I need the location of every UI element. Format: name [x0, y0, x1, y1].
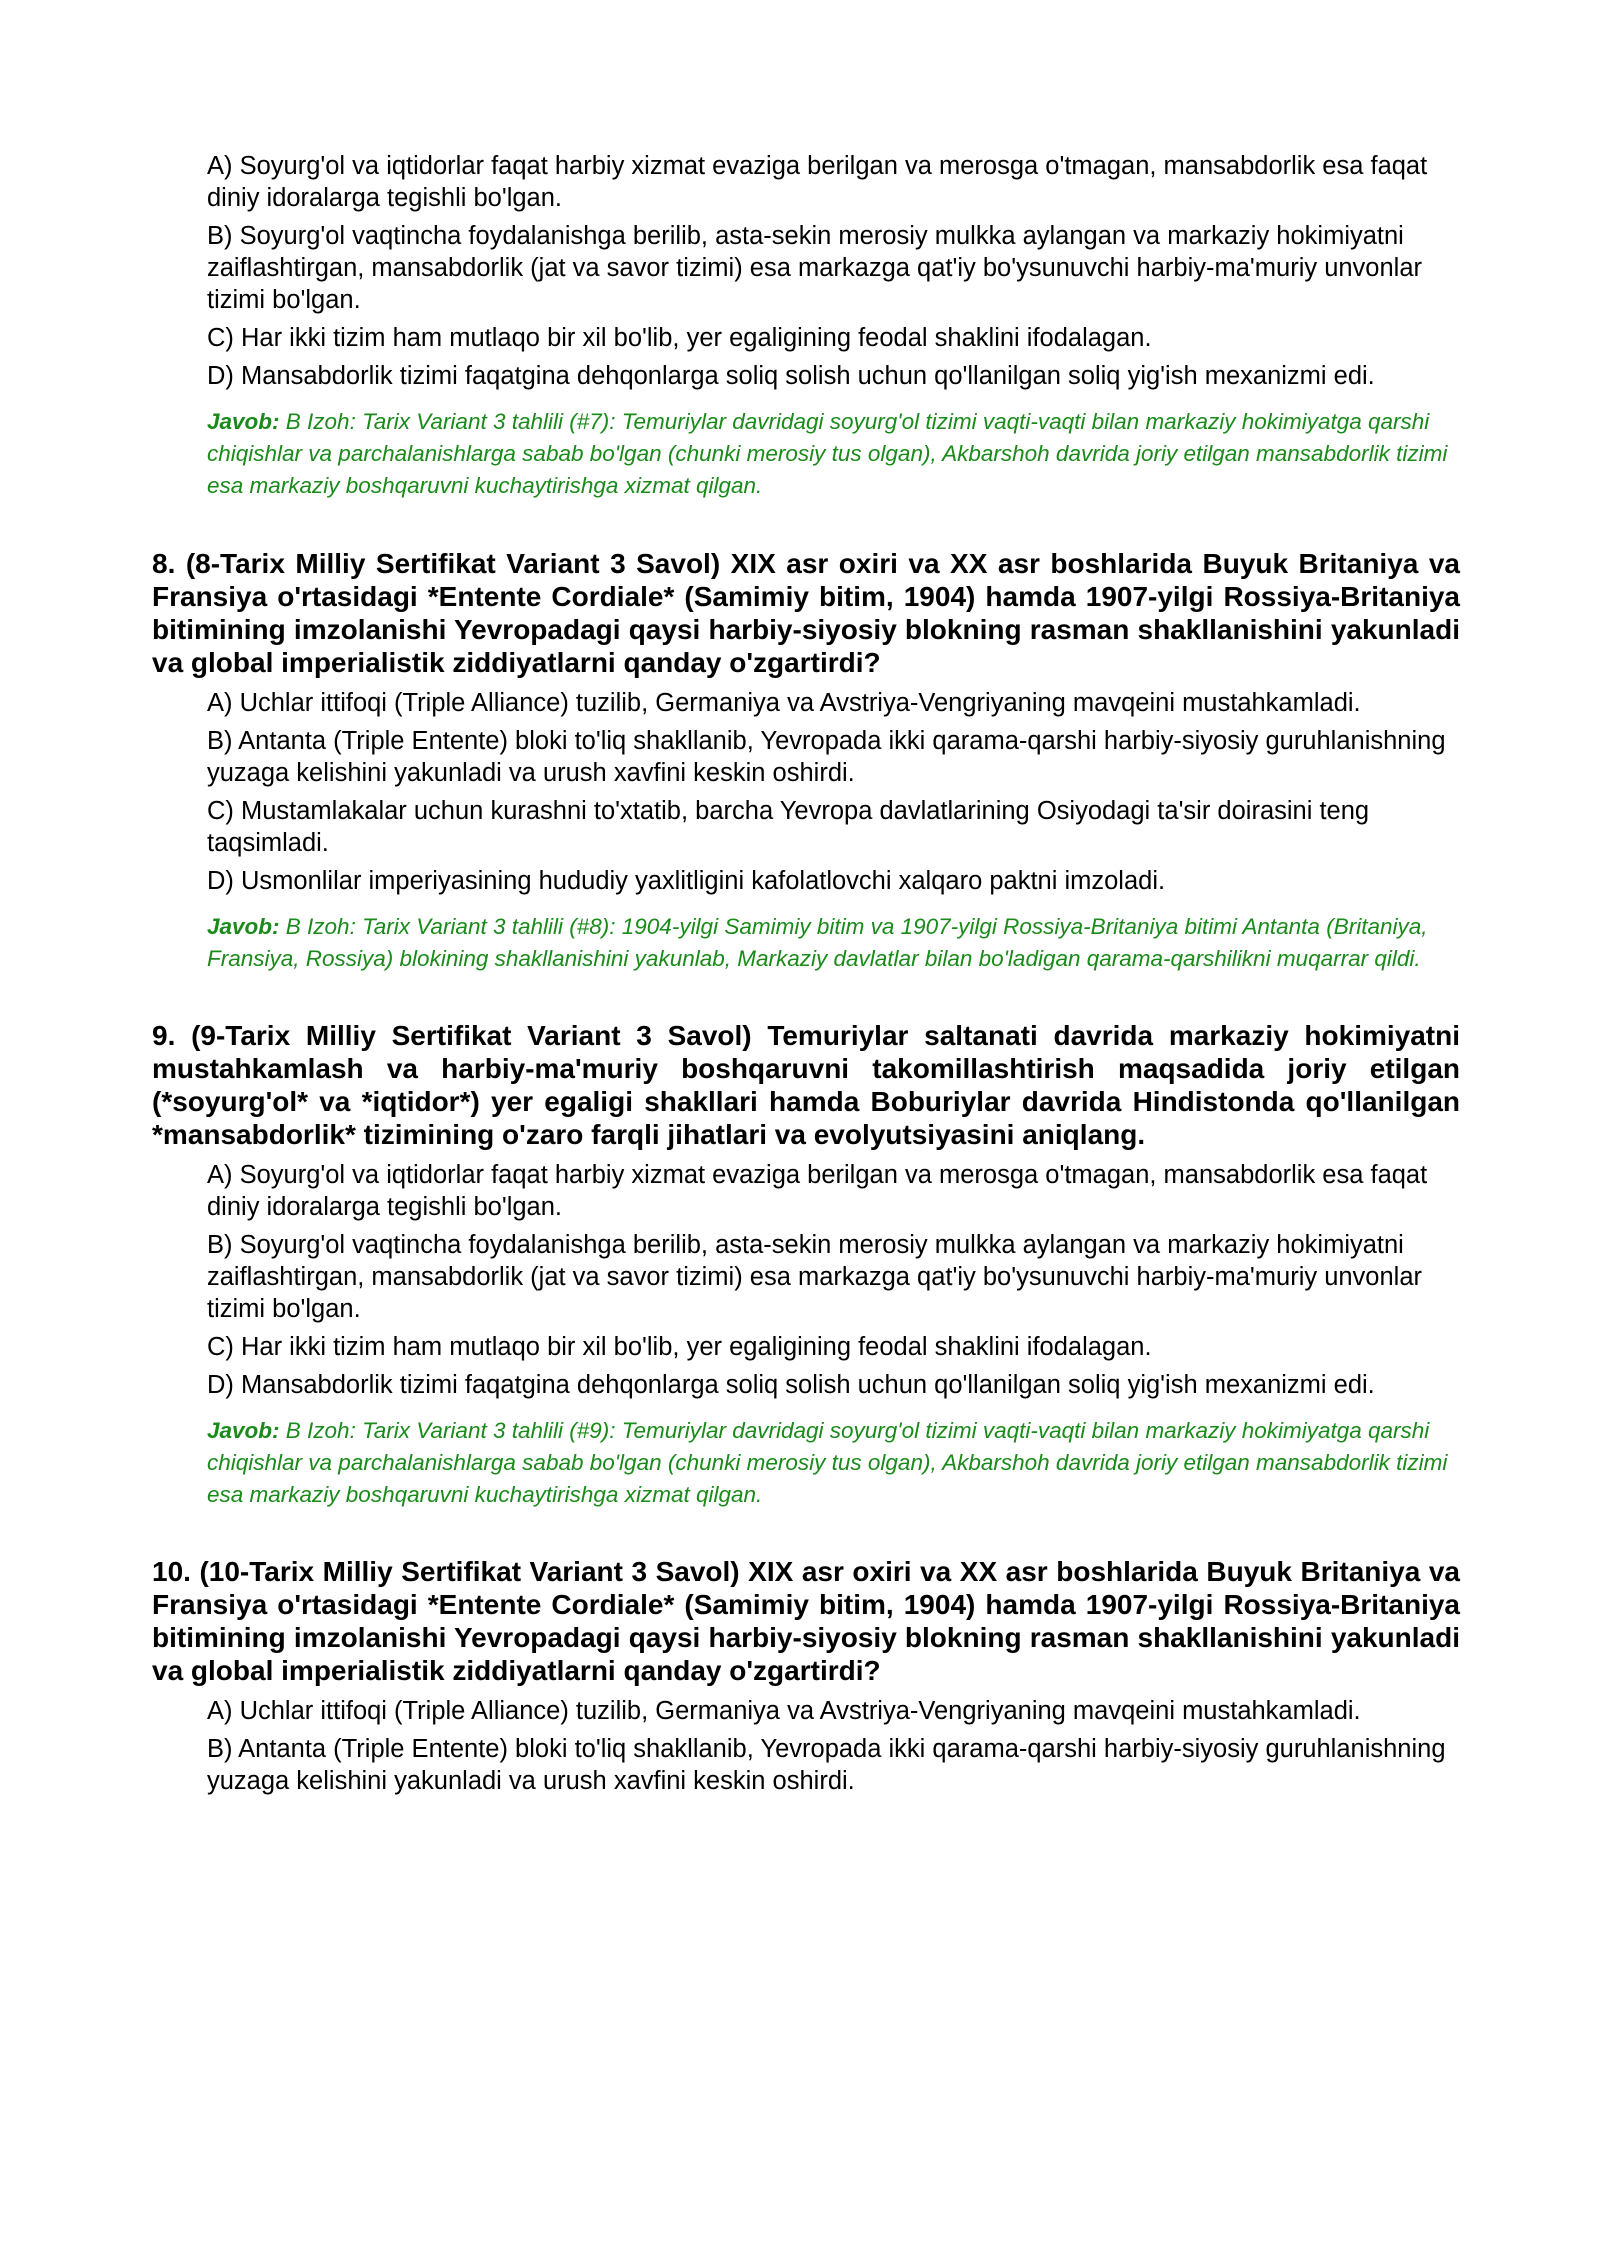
- options-list: [207, 150, 1460, 502]
- option-a: A) Uchlar ittifoqi (Triple Alliance) tuzilib, Germaniya va Avstriya-Vengriyaning mavqeini mustahkamladi.: [207, 689, 1361, 717]
- options-list: [207, 1159, 1460, 1511]
- answer-label: Javob:: [207, 914, 280, 939]
- document-page: [152, 150, 1460, 1841]
- question-block-9: [152, 1019, 1460, 1511]
- question-block-10: [152, 1555, 1460, 1797]
- option-d: D) Mansabdorlik tizimi faqatgina dehqonlarga soliq solish uchun qo'llanilgan soliq yig'ish mexanizmi edi.: [207, 362, 1375, 390]
- answer-explanation: [207, 911, 1460, 975]
- question-text: 8. (8-Tarix Milliy Sertifikat Variant 3 Savol) XIX asr oxiri va XX asr boshlarida Buyuk Britaniya va Fransiya o'rtasidagi *Entente Cordiale* (Samimiy bitim, 1904) hamda 1907-yilgi Rossiya-Britaniya bitimining imzolanishi Yevropadagi qaysi harbiy-siyosiy blokning rasman shakllanishini yakunladi va global imperialistik ziddiyatlarni qanday o'zgartirdi?: [152, 548, 1460, 678]
- answer-text: B Izoh: Tarix Variant 3 tahlili (#7): Temuriylar davridagi soyurg'ol tizimi vaqti-vaqti bilan markaziy hokimiyatga qarshi chiqishlar va parchalanishlarga sabab bo'lgan (chunki merosiy tus olgan), Akbarshoh davrida joriy etilgan mansabdorlik tizimi esa markaziy boshqaruvni kuchaytirishga xizmat qilgan.: [207, 409, 1448, 498]
- option-c: C) Har ikki tizim ham mutlaqo bir xil bo'lib, yer egaligining feodal shaklini ifodalagan.: [207, 324, 1152, 352]
- option-b: B) Soyurg'ol vaqtincha foydalanishga berilib, asta-sekin merosiy mulkka aylangan va markaziy hokimiyatni zaiflashtirgan, mansabdorlik (jat va savor tizimi) esa markazga qat'iy bo'ysunuvchi harbiy-ma'muriy unvonlar tizimi bo'lgan.: [207, 222, 1423, 314]
- answer-text: B Izoh: Tarix Variant 3 tahlili (#8): 1904-yilgi Samimiy bitim va 1907-yilgi Rossiya-Britaniya bitimi Antanta (Britaniya, Fransiya, Rossiya) blokining shakllanishini yakunlab, Markaziy davlatlar bilan bo'ladigan qarama-qarshilikni muqarrar qildi.: [207, 914, 1428, 971]
- question-block-7: [152, 150, 1460, 502]
- option-b: B) Antanta (Triple Entente) bloki to'liq shakllanib, Yevropada ikki qarama-qarshi harbiy-siyosiy guruhlanishning yuzaga kelishini yakunladi va urush xavfini keskin oshirdi.: [207, 727, 1446, 787]
- question-text: 9. (9-Tarix Milliy Sertifikat Variant 3 Savol) Temuriylar saltanati davrida markaziy hokimiyatni mustahkamlash va harbiy-ma'muriy boshqaruvni takomillashtirish maqsadida joriy etilgan (*soyurg'ol* va *iqtidor*) yer egaligi shakllari hamda Boburiylar davrida Hindistonda qo'llanilgan *mansabdorlik* tizimining o'zaro farqli jihatlari va evolyutsiyasini aniqlang.: [152, 1020, 1460, 1150]
- answer-label: Javob:: [207, 1418, 280, 1443]
- option-d: D) Usmonlilar imperiyasining hududiy yaxlitligini kafolatlovchi xalqaro paktni imzoladi.: [207, 867, 1166, 895]
- answer-label: Javob:: [207, 409, 280, 434]
- options-list: [207, 1695, 1460, 1797]
- option-c: C) Mustamlakalar uchun kurashni to'xtatib, barcha Yevropa davlatlarining Osiyodagi ta'sir doirasini teng taqsimladi.: [207, 797, 1370, 857]
- option-c: C) Har ikki tizim ham mutlaqo bir xil bo'lib, yer egaligining feodal shaklini ifodalagan.: [207, 1333, 1152, 1361]
- answer-explanation: [207, 406, 1460, 502]
- option-a: A) Uchlar ittifoqi (Triple Alliance) tuzilib, Germaniya va Avstriya-Vengriyaning mavqeini mustahkamladi.: [207, 1697, 1361, 1725]
- answer-explanation: [207, 1415, 1460, 1511]
- option-b: B) Antanta (Triple Entente) bloki to'liq shakllanib, Yevropada ikki qarama-qarshi harbiy-siyosiy guruhlanishning yuzaga kelishini yakunladi va urush xavfini keskin oshirdi.: [207, 1735, 1446, 1795]
- question-text: 10. (10-Tarix Milliy Sertifikat Variant 3 Savol) XIX asr oxiri va XX asr boshlarida Buyuk Britaniya va Fransiya o'rtasidagi *Entente Cordiale* (Samimiy bitim, 1904) hamda 1907-yilgi Rossiya-Britaniya bitimining imzolanishi Yevropadagi qaysi harbiy-siyosiy blokning rasman shakllanishini yakunladi va global imperialistik ziddiyatlarni qanday o'zgartirdi?: [152, 1556, 1460, 1686]
- question-block-8: [152, 547, 1460, 975]
- option-a: A) Soyurg'ol va iqtidorlar faqat harbiy xizmat evaziga berilgan va merosga o'tmagan, mansabdorlik esa faqat diniy idoralarga tegishli bo'lgan.: [207, 152, 1428, 212]
- answer-text: B Izoh: Tarix Variant 3 tahlili (#9): Temuriylar davridagi soyurg'ol tizimi vaqti-vaqti bilan markaziy hokimiyatga qarshi chiqishlar va parchalanishlarga sabab bo'lgan (chunki merosiy tus olgan), Akbarshoh davrida joriy etilgan mansabdorlik tizimi esa markaziy boshqaruvni kuchaytirishga xizmat qilgan.: [207, 1418, 1448, 1507]
- option-b: B) Soyurg'ol vaqtincha foydalanishga berilib, asta-sekin merosiy mulkka aylangan va markaziy hokimiyatni zaiflashtirgan, mansabdorlik (jat va savor tizimi) esa markazga qat'iy bo'ysunuvchi harbiy-ma'muriy unvonlar tizimi bo'lgan.: [207, 1231, 1423, 1323]
- options-list: [207, 687, 1460, 975]
- option-d: D) Mansabdorlik tizimi faqatgina dehqonlarga soliq solish uchun qo'llanilgan soliq yig'ish mexanizmi edi.: [207, 1371, 1375, 1399]
- option-a: A) Soyurg'ol va iqtidorlar faqat harbiy xizmat evaziga berilgan va merosga o'tmagan, mansabdorlik esa faqat diniy idoralarga tegishli bo'lgan.: [207, 1161, 1428, 1221]
